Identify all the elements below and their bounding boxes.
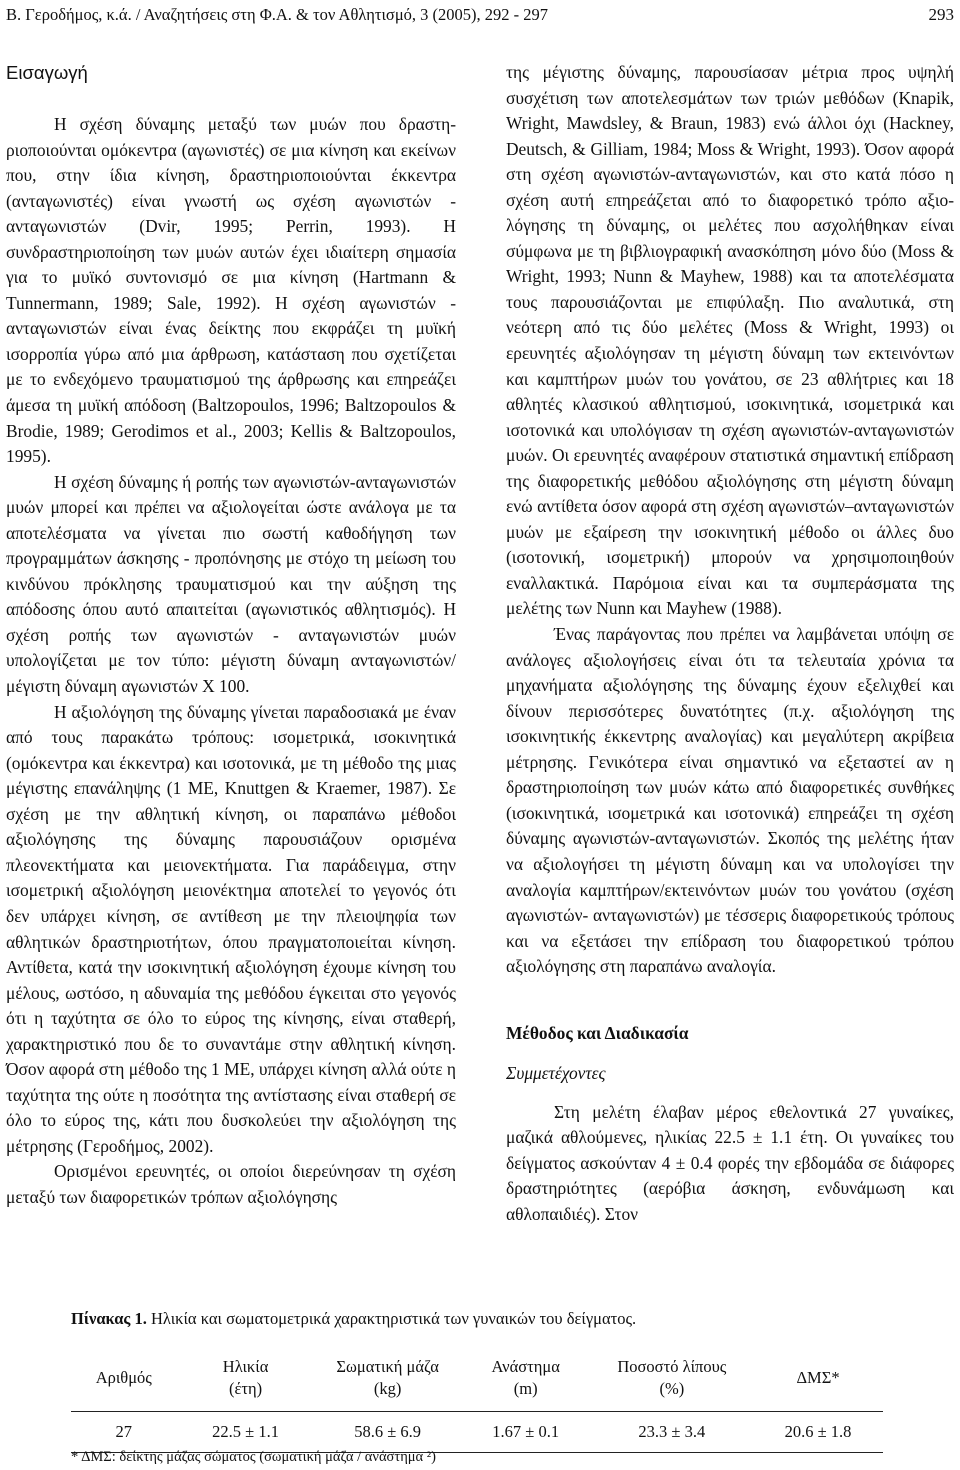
table-header-cell: Σωματική μάζα (kg) [315,1345,461,1412]
table-cell: 58.6 ± 6.9 [315,1412,461,1453]
right-column [506,60,954,1227]
demographics-table [71,1345,883,1453]
table-cell: 20.6 ± 1.8 [753,1412,883,1453]
table-footnote: * ΔΜΣ: δείκτης μάζας σώματος (σωματική μάζα / ανάστημα ²) [71,1449,436,1465]
table-header-cell: ΔΜΣ* [753,1345,883,1412]
paragraph: Η σχέση δύναμης μεταξύ των μυών που δραστηριοποιούνται ομόκεντρα (αγωνιστές) σε μια κίνηση και εκείνων που, στην ίδια κίνηση, δραστηριοποιούνται έκκεντρα (ανταγωνιστές) είναι γνωστή ως σχέση αγωνιστών - ανταγωνιστών (Dvir, 1995; Perrin, 1993). Η συνδραστηριοποίηση των μυών αυτών έχει ιδιαίτερη σημασία για το μυϊκό συντονισμό σε μια κίνηση (Hartmann & Tunnermann, 1989; Sale, 1992). Η σχέση αγωνιστών - ανταγωνιστών είναι ένας δείκτης που εκφράζει τη μυϊκή ισορροπία γύρω από μια άρθρωση, κατάσταση που σχετίζεται με το ενδεχόμενο τραυματισμού της άρθρωσης και επηρεάζει άμεσα τη μυϊκή απόδοση (Baltzopoulos, 1996; Baltzopoulos & Brodie, 1989; Gerodimos et al., 2003; Kellis & Baltzopoulos, 1995). [6,114,456,467]
running-header [6,2,954,28]
page-number: 293 [928,5,954,24]
paragraph: Η αξιολόγηση της δύναμης γίνεται παραδοσιακά με έναν από τους παρακάτω τρόπους: ισομετρικά, ισοκινητικά (ομόκεντρα και έκκεντρα) και ισοτονικά, με τη μέθοδο της μιας μέγιστης επανάληψης (1 ΜΕ, Knuttgen & Kraemer, 1987). Σε σχέση με την αθλητική κίνηση, οι παραπάνω μέθοδοι αξιολόγησης της δύναμης παρουσιάζουν ορισμένα πλεονεκτήματα και μειονεκτήματα. Για παράδειγμα, στην ισομετρική αξιολόγηση μειονέκτημα αποτελεί το γεγονός ότι δεν υπάρχει κίνηση, σε αντίθεση με την πλειοψηφία των αθλητικών δραστηριοτήτων, όπου πραγματοποιείται κίνηση. Αντίθετα, κατά την ισοκινητική αξιολόγηση έχουμε κίνηση του μέλους, ωστόσο, η αδυναμία της μεθόδου έγκειται στο γεγονός ότι η ταχύτητα σε όλο το εύρος της κίνησης, είναι σταθερή, χαρακτηριστικό που δε το συναντάμε στην αθλητική κίνηση. Όσον αφορά στη μέθοδο της 1 ΜΕ, υπάρχει κίνηση αλλά ούτε η ταχύτητα της ούτε η ποσότητα της αντίστασης είναι σταθερή σε όλο το εύρος της, κάτι που δυσκολεύει την αξιολόγηση της μέτρησης (Γεροδήμος, 2002). [6,701,456,1156]
paragraph: Η σχέση δύναμης ή ροπής των αγωνιστών-ανταγωνιστών μυών μπορεί και πρέπει να αξιολογείται ώστε ανάλογα με τα αποτελέσματα να γίνεται πιο σωστή καθοδήγηση των προγραμμάτων άσκησης - προπόνησης με στόχο τη μείωση του κινδύνου πρόκλησης τραυματισμού και την αύξηση της απόδοσης όπου αυτό απαιτείται (αγωνιστικός αθλητισμός). Η σχέση ροπής των αγωνιστών - ανταγωνιστών μυών υπολογίζεται με τον τύπο: μέγιστη δύναμη ανταγωνιστών/μέγιστη δύναμη αγωνιστών Χ 100. [6,471,456,697]
subsection-title-participants: Συμμετέχοντες [506,1062,606,1083]
table-header-cell: Ηλικία (έτη) [177,1345,315,1412]
paragraph: της μέγιστης δύναμης, παρουσίασαν μέτρια προς υψηλή συσχέτιση των αποτελεσμάτων των τριών μεθόδων (Knapik, Wright, Mawdsley, & Braun, 1983) ενώ άλλοι όχι (Hackney, Deutsch, & Gilliam, 1984; Moss & Wright, 1993). Όσον αφορά στη σχέση αγωνιστών-ανταγωνιστών, και στο κατά πόσο η σχέση αυτή επηρεάζεται από το διαφορετικό τρόπο αξιολόγησης τη δύναμης, οι μελέτες που ασχολήθηκαν είναι σύμφωνα με τη βιβλιογραφική ανασκόπηση μόνο δύο (Moss & Wright, 1993; Nunn & Mayhew, 1988) και τα αποτελέσματα τους παρουσιάζονται με επιφύλαξη. Πιο αναλυτικά, στη νεότερη από τις δύο μελέτες (Moss & Wright, 1993) οι ερευνητές αξιολόγησαν τη μέγιστη δύναμη των εκτεινόντων και καμπτήρων μυών του γονάτου, σε 23 αθλήτριες και 18 αθλητές κλασικού αθλητισμού, ισοκινητικά, ισομετρικά και ισοτονικά και υπολόγισαν τη σχέση αγωνιστών-ανταγωνιστών μυών. Οι ερευνητές αναφέρουν στατιστικά σημαντική επίδραση της διαφορετικής μεθόδου αξιολόγησης στη μέγιστη δύναμη ενώ αντίθετα όσον αφορά στη σχέση αγωνιστών–ανταγωνιστών μυών με εξαίρεση την ισοκινητική μέθοδο οι άλλες δυο (ισοτονική, ισομετρική) μπορούν να χρησιμοποιηθούν εναλλακτικά. Παρόμοια είναι και τα συμπεράσματα της μελέτης των Nunn και Mayhew (1988). [506,62,954,619]
paragraph-participants: Στη μελέτη έλαβαν μέρος εθελοντικά 27 γυναίκες, μαζικά αθλούμενες, ηλικίας 22.5 ± 1.1 έτη. Οι γυναίκες του δείγματος ασκούνταν 4 ± 0.4 φορές την εβδομάδα σε διάφορες δραστηριότητες (αερόβια άσκηση, ενδυνάμωση και αθλοπαιδιές). Στον [506,1101,954,1224]
section-title-introduction: Εισαγωγή [6,62,88,83]
table-cell: 27 [71,1412,177,1453]
left-column [6,60,456,1211]
section-title-method: Μέθοδος και Διαδικασία [506,1022,689,1043]
running-title: Β. Γεροδήμος, κ.ά. / Αναζητήσεις στη Φ.Α. & τον Αθλητισμό, 3 (2005), 292 - 297 [6,5,549,24]
table-header-cell: Ποσοστό λίπους (%) [591,1345,753,1412]
table-caption [71,1307,951,1331]
paragraph: Ορισμένοι ερευνητές, οι οποίοι διερεύνησαν τη σχέση μεταξύ των διαφορετικών τρόπων αξιολόγησης [6,1161,456,1207]
table-cell: 22.5 ± 1.1 [177,1412,315,1453]
table-cell: 1.67 ± 0.1 [461,1412,591,1453]
table-header-cell: Αριθμός [71,1345,177,1412]
table-caption-text: Ηλικία και σωματομετρικά χαρακτηριστικά των γυναικών του δείγματος. [146,1309,637,1328]
table-cell: 23.3 ± 3.4 [591,1412,753,1453]
table-caption-label: Πίνακας 1. [71,1309,147,1328]
table-header-row [71,1345,883,1412]
paragraph: Ένας παράγοντας που πρέπει να λαμβάνεται υπόψη σε ανάλογες αξιολογήσεις είναι ότι τα τελευταία χρόνια τα μηχανήματα αξιολόγησης της δύναμης έχουν εξελιχθεί και δίνουν περισσότερες δυνατότητες (π.χ. αξιολόγηση της ισοκινητικής έκκεντρης αναλογίας) και μεγαλύτερη ακρίβεια μέτρησης. Γενικότερα είναι σημαντικό να εξεταστεί αν η δραστηριοποίηση των μυών κάτω από διαφορετικές συνθήκες (ισοκινητικά, ισομετρικά και ισοτονικά) επηρεάζει τη σχέση δύναμης αγωνιστών-ανταγωνιστών. Σκοπός της μελέτης ήταν να αξιολογήσει τη μέγιστη δύναμη και να υπολογίσει την αναλογία καμπτήρων/εκτεινόντων μυών του γονάτου (σχέση αγωνιστών- ανταγωνιστών) με τέσσερις διαφορετικούς τρόπους και να εξετάσει την επίδραση του διαφορετικού τρόπου αξιολόγησης στη παραπάνω αναλογία. [506,624,954,977]
table-header-cell: Ανάστημα (m) [461,1345,591,1412]
